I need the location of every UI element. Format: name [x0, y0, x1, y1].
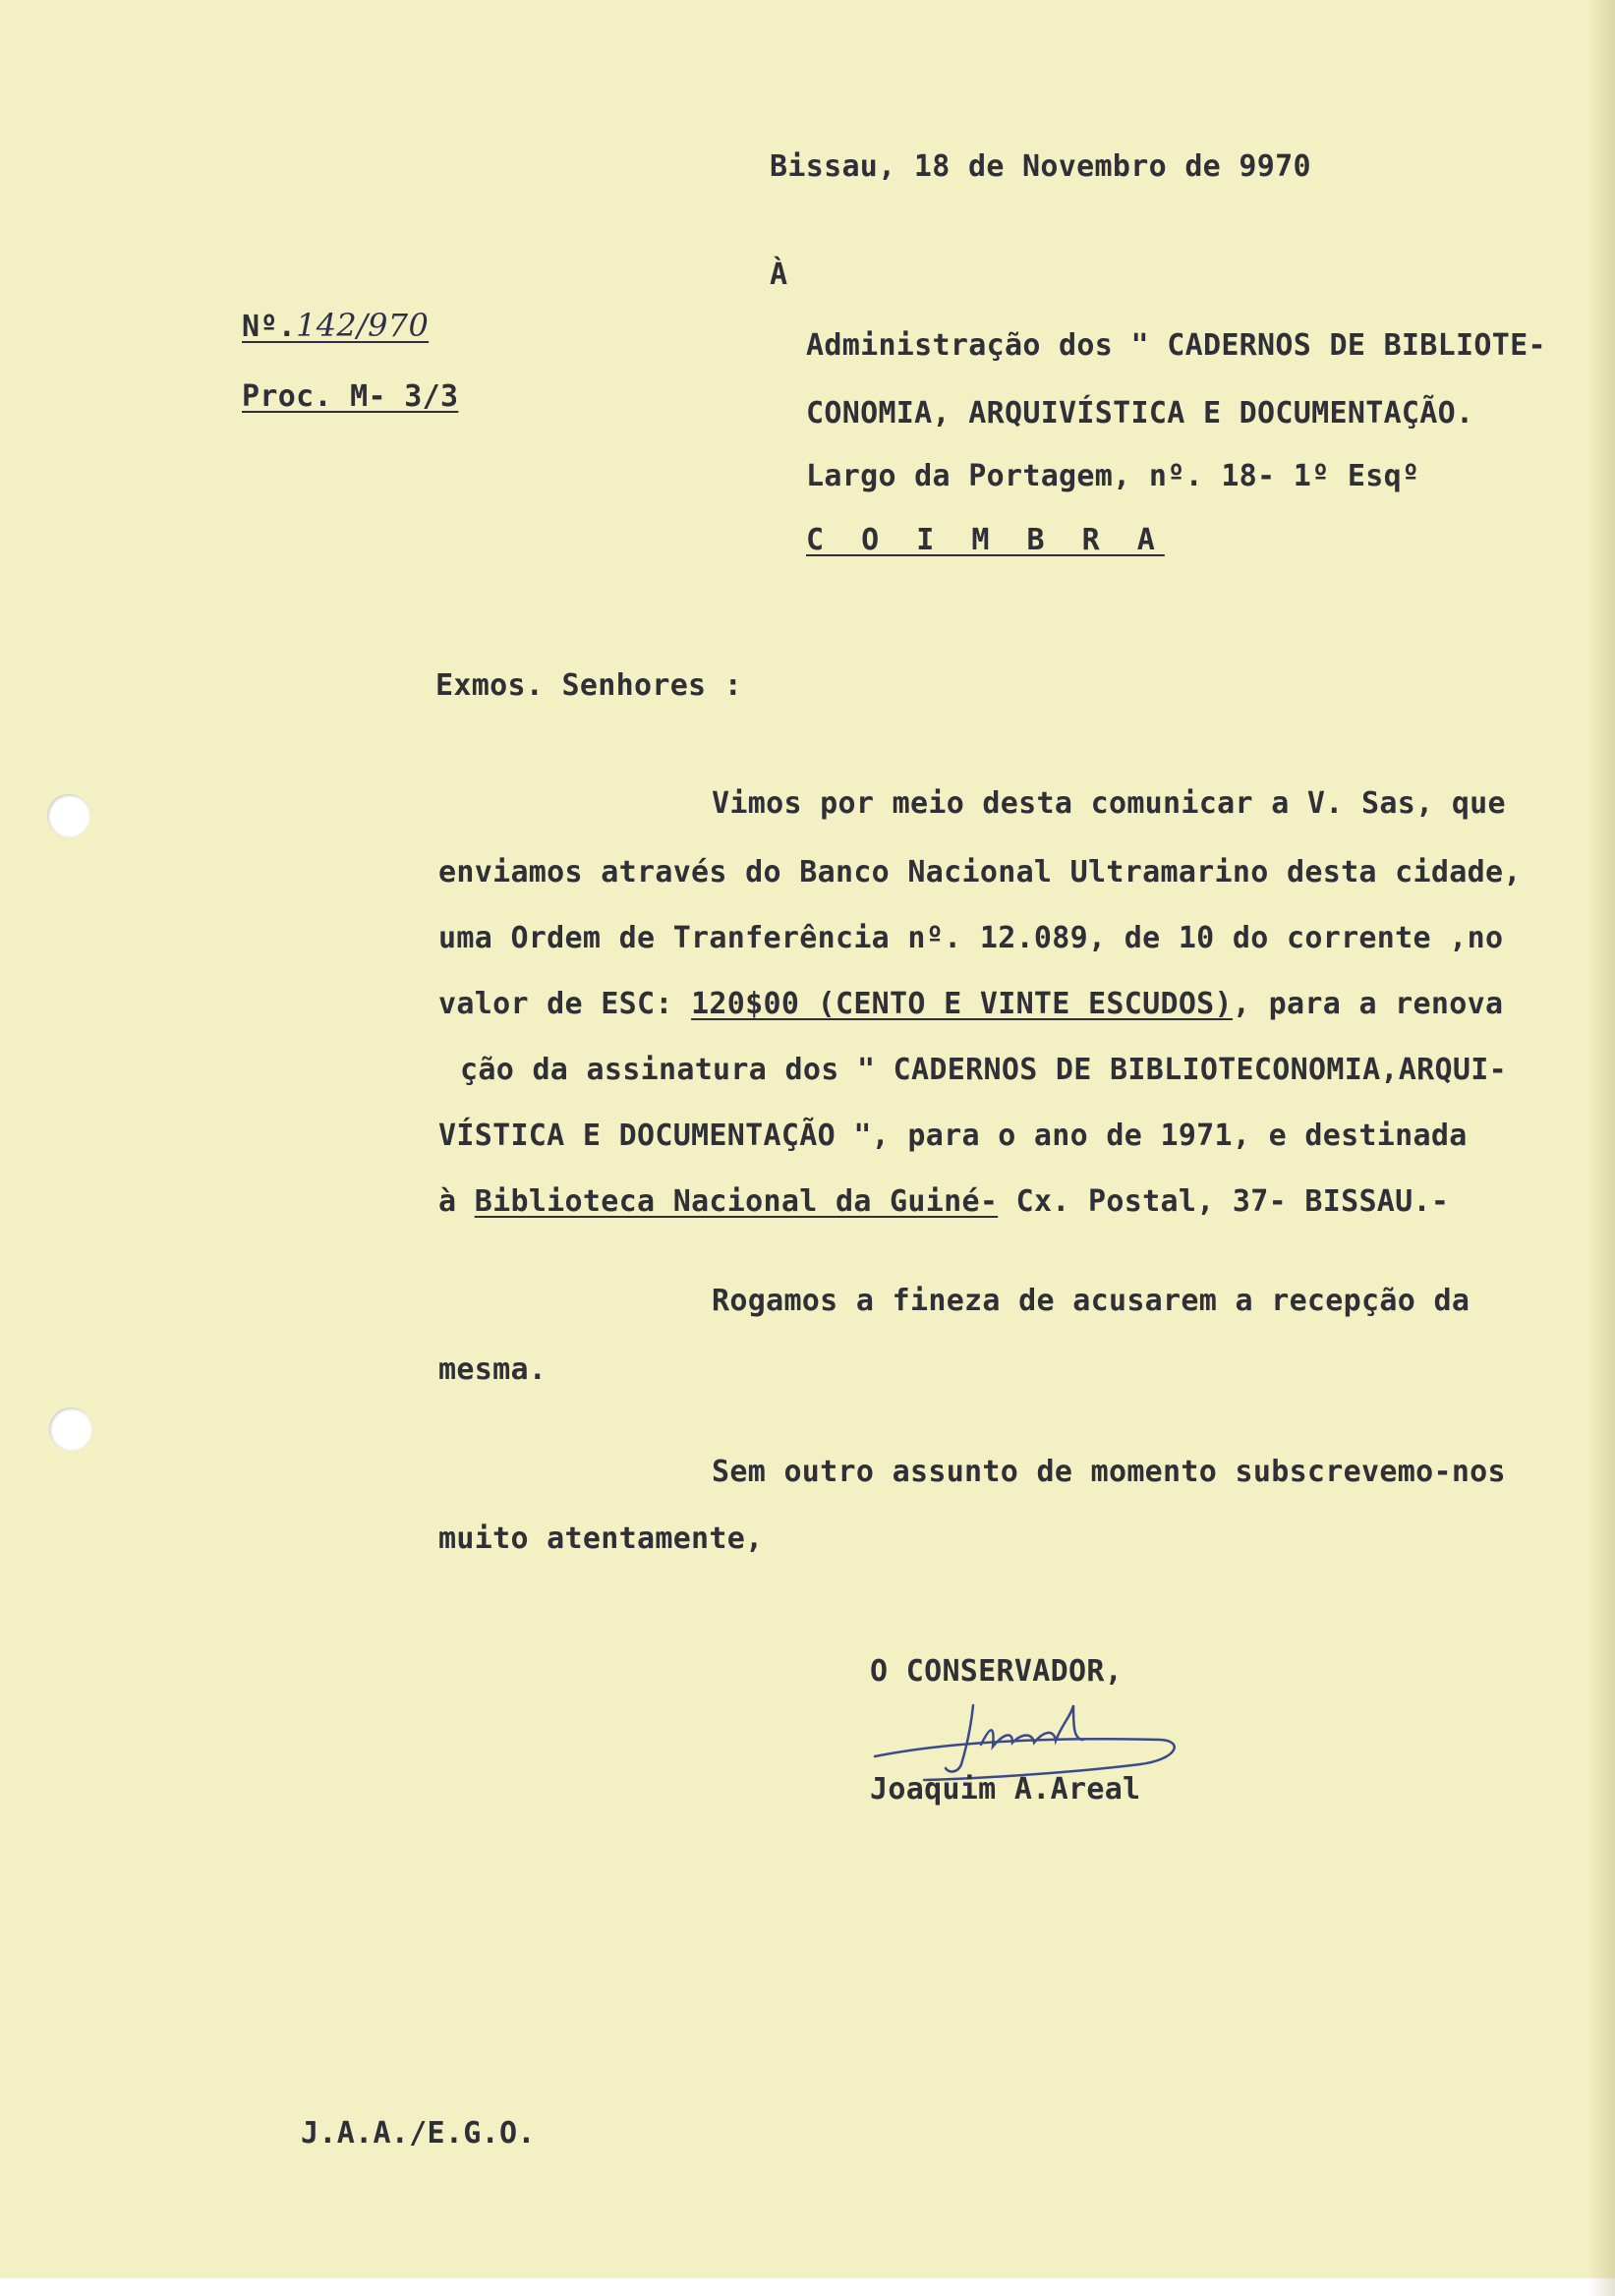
body-line-6: VÍSTICA E DOCUMENTAÇÃO ", para o ano de 1971, e destinada [438, 1119, 1468, 1153]
body-line-4 [438, 987, 1503, 1021]
process-reference: Proc. M- 3/3 [242, 379, 459, 414]
body-line-1: Vimos por meio desta comunicar a V. Sas, que [712, 786, 1506, 821]
body-line-5: ção da assinatura dos " CADERNOS DE BIBLIOTECONOMIA,ARQUI- [460, 1053, 1507, 1087]
library-address: Cx. Postal, 37- BISSAU.- [998, 1184, 1450, 1219]
punch-hole-top [47, 794, 90, 837]
address-city: C O I M B R A [806, 523, 1165, 557]
reference-number-handwritten: 142/970 [296, 307, 430, 344]
body-para3-line-1: Sem outro assunto de momento subscrevemo-nos [712, 1455, 1506, 1489]
amount-suffix: , para a renova [1232, 987, 1504, 1021]
library-name: Biblioteca Nacional da Guiné- [474, 1184, 999, 1219]
reference-number [242, 307, 429, 344]
body-para2-line-2: mesma. [438, 1352, 548, 1387]
address-line-3: Largo da Portagem, nº. 18- 1º Esqº [806, 459, 1420, 493]
signoff-title: O CONSERVADOR, [870, 1654, 1124, 1689]
body-para2-line-1: Rogamos a fineza de acusarem a recepção da [712, 1284, 1471, 1318]
library-prefix: à [438, 1184, 475, 1219]
reference-prefix: Nº. [242, 310, 297, 344]
to-marker: À [770, 258, 788, 292]
typist-initials: J.A.A./E.G.O. [301, 2116, 536, 2151]
body-para3-line-2: muito atentamente, [438, 1521, 764, 1556]
salutation: Exmos. Senhores : [435, 668, 743, 703]
date-line: Bissau, 18 de Novembro de 9970 [770, 149, 1311, 184]
address-line-1: Administração dos " CADERNOS DE BIBLIOTE- [806, 328, 1546, 363]
body-line-2: enviamos através do Banco Nacional Ultramarino desta cidade, [438, 855, 1522, 890]
signer-name: Joaquim A.Areal [870, 1772, 1141, 1807]
punch-hole-bottom [49, 1407, 92, 1451]
address-line-2: CONOMIA, ARQUIVÍSTICA E DOCUMENTAÇÃO. [806, 396, 1474, 430]
body-line-3: uma Ordem de Tranferência nº. 12.089, de 10 do corrente ,no [438, 921, 1504, 955]
amount-value: 120$00 (CENTO E VINTE ESCUDOS) [691, 987, 1233, 1021]
scan-edge [0, 2278, 1615, 2296]
amount-label: valor de ESC: [438, 987, 692, 1021]
body-line-7 [438, 1184, 1449, 1219]
